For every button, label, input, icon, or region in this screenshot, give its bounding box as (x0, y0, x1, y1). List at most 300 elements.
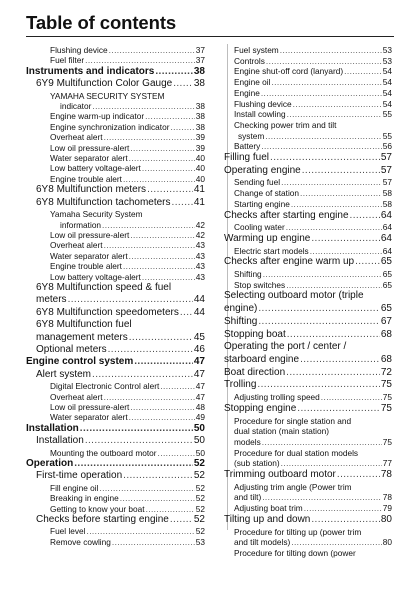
toc-entry-title: Instruments and indicators (26, 65, 155, 77)
toc-entry-title: Checks before starting engine (36, 514, 169, 526)
toc-entry-page: 54 (382, 77, 392, 88)
toc-entry-title: 6Y8 Multifunction fuel (36, 319, 132, 331)
toc-entry-title: Engine shut-off cord (lanyard) (234, 66, 344, 77)
toc-entry-title: Low battery voltage-alert (50, 163, 141, 174)
toc-entry-page: 64 (380, 232, 392, 244)
toc-entry[interactable] (224, 437, 392, 448)
dot-leader (262, 492, 382, 503)
dot-leader (311, 514, 380, 527)
toc-entry-page: 40 (195, 173, 205, 184)
toc-entry[interactable] (26, 369, 205, 381)
toc-entry[interactable] (224, 514, 392, 527)
dot-leader (85, 55, 195, 65)
dot-leader (300, 188, 382, 199)
toc-entry[interactable] (26, 526, 205, 536)
toc-entry[interactable] (224, 165, 392, 178)
dot-leader (302, 165, 380, 178)
toc-entry[interactable] (26, 423, 205, 435)
toc-entry[interactable] (224, 367, 392, 380)
dot-leader (123, 261, 195, 271)
toc-entry[interactable] (26, 435, 205, 447)
dot-leader (130, 402, 194, 412)
toc-entry-title: YAMAHA SECURITY SYSTEM (50, 90, 165, 101)
toc-entry-line[interactable] (224, 416, 392, 427)
toc-entry-title: Starting engine (234, 198, 290, 209)
toc-entry-page: 41 (193, 196, 205, 208)
toc-entry-page: 38 (195, 121, 205, 132)
dot-leader (147, 184, 193, 196)
dot-leader (158, 448, 195, 458)
toc-entry-page: 40 (195, 153, 205, 164)
toc-entry[interactable] (26, 537, 205, 547)
toc-entry[interactable] (26, 220, 205, 230)
dot-leader (146, 504, 195, 514)
toc-entry-page: 38 (195, 101, 205, 112)
toc-entry-page: 52 (193, 470, 205, 482)
toc-entry[interactable] (26, 470, 205, 482)
toc-entry-title: Low oil pressure-alert (50, 229, 130, 240)
toc-entry-title: system (238, 130, 265, 141)
toc-entry[interactable] (26, 45, 205, 55)
toc-entry-line[interactable] (224, 448, 392, 459)
toc-entry-title: Selecting outboard motor (triple (224, 290, 364, 302)
toc-entry[interactable] (26, 514, 205, 526)
toc-entry-page: 43 (195, 261, 205, 272)
toc-entry-title: Trimming outboard motor (224, 469, 336, 481)
dot-leader (123, 470, 193, 482)
toc-entry-page: 53 (195, 536, 205, 547)
toc-entry-page: 37 (195, 45, 205, 55)
toc-entry-page: 52 (195, 493, 205, 504)
toc-entry[interactable] (26, 132, 205, 142)
toc-right-column (224, 45, 392, 559)
toc-entry-title: Getting to know your boat (50, 503, 145, 514)
dot-leader (271, 77, 381, 88)
toc-entry-title: Engine control system (26, 356, 134, 368)
toc-entry[interactable] (26, 78, 205, 90)
toc-entry-page: 38 (193, 78, 205, 90)
dot-leader (311, 233, 380, 246)
toc-entry-page: 52 (195, 526, 205, 537)
toc-entry-line[interactable] (224, 290, 392, 303)
toc-entry-title: indicator (60, 101, 92, 112)
toc-entry-title: Stopping engine (224, 402, 297, 414)
toc-entry-title: Adjusting trim angle (Power trim (234, 481, 352, 492)
toc-entry-title: Shifting (224, 315, 258, 327)
toc-entry[interactable] (224, 303, 392, 316)
toc-entry[interactable] (26, 412, 205, 422)
dot-leader (112, 537, 195, 547)
toc-entry-page: 75 (380, 379, 392, 391)
toc-entry-page: 75 (382, 436, 392, 447)
toc-entry[interactable] (224, 88, 392, 99)
toc-entry[interactable] (224, 66, 392, 77)
toc-entry[interactable] (26, 230, 205, 240)
toc-entry-title: Overheat alert (50, 240, 103, 251)
toc-entry[interactable] (224, 492, 392, 503)
toc-entry-page: 77 (382, 458, 392, 469)
toc-entry-page: 54 (382, 98, 392, 109)
toc-entry-line[interactable] (26, 209, 205, 219)
toc-entry-page: 47 (195, 381, 205, 392)
toc-entry-title: Boat direction (224, 366, 286, 378)
toc-entry[interactable] (26, 448, 205, 458)
toc-entry[interactable] (224, 469, 392, 482)
toc-entry-page: 52 (193, 458, 205, 470)
toc-entry-title: Cooling water (234, 222, 285, 233)
toc-entry-title: Change of station (234, 188, 300, 199)
dot-leader (134, 356, 193, 368)
toc-entry[interactable] (224, 503, 392, 514)
toc-entry-title: Engine trouble alert (50, 173, 122, 184)
toc-entry[interactable] (26, 163, 205, 173)
toc-entry-page: 48 (195, 402, 205, 412)
dot-leader (180, 307, 193, 319)
toc-entry-page: 53 (382, 45, 392, 55)
toc-entry-page: 56 (382, 141, 392, 152)
toc-entry[interactable] (26, 153, 205, 163)
toc-entry[interactable] (26, 307, 205, 319)
toc-entry-title: Adjusting boat trim (234, 503, 303, 514)
dot-leader (355, 256, 380, 269)
dot-leader (92, 101, 194, 111)
toc-entry-title: Procedure for dual station models (234, 447, 359, 458)
dot-leader (261, 88, 382, 99)
toc-entry[interactable] (224, 56, 392, 67)
toc-entry-title: Procedure for single station and (234, 415, 352, 426)
toc-entry-page: 38 (193, 65, 205, 77)
dot-leader (104, 132, 195, 142)
toc-entry-title: Remove cowling (50, 536, 111, 547)
toc-entry[interactable] (26, 483, 205, 493)
dot-leader (172, 197, 193, 209)
toc-entry-title: Operating engine (224, 164, 301, 176)
toc-entry-page: 78 (380, 469, 392, 481)
dot-leader (258, 316, 380, 329)
toc-entry-title: Checking power trim and tilt (234, 119, 337, 130)
dot-leader (142, 163, 195, 173)
toc-entry-title: dual station (main station) (234, 426, 330, 437)
toc-entry-title: Digital Electronic Control alert (50, 381, 160, 392)
toc-entry-title: Flushing device (50, 45, 108, 55)
toc-entry-title: Filling fuel (224, 152, 270, 164)
toc-entry[interactable] (26, 332, 205, 344)
toc-entry-title: Engine trouble alert (50, 261, 122, 272)
toc-entry-title: 6Y8 Multifunction speedometers (36, 306, 179, 318)
title-rule (26, 36, 394, 37)
toc-entry-title: 6Y8 Multifunction speed & fuel (36, 281, 172, 293)
toc-entry-title: Installation (26, 422, 79, 434)
toc-entry-title: Adjusting trolling speed (234, 392, 320, 403)
toc-entry-title: Overheat alert (50, 391, 103, 402)
toc-entry-title: Water separator alert (50, 153, 128, 164)
toc-entry-title: Engine warm-up indicator (50, 111, 145, 122)
toc-entry-title: Sending fuel (234, 177, 281, 188)
toc-entry-title: meters (36, 294, 67, 306)
dot-leader (291, 199, 382, 210)
toc-entry[interactable] (26, 143, 205, 153)
toc-entry-page: 38 (195, 111, 205, 122)
dot-leader (263, 269, 382, 280)
toc-entry-title: Yamaha Security System (50, 209, 143, 220)
toc-entry-title: Fill engine oil (50, 482, 99, 493)
toc-entry-page: 54 (382, 87, 392, 98)
toc-entry[interactable] (224, 188, 392, 199)
toc-entry[interactable] (224, 269, 392, 280)
dot-leader (102, 220, 195, 230)
dot-leader (270, 152, 380, 165)
dot-leader (258, 303, 380, 316)
toc-entry[interactable] (26, 458, 205, 470)
toc-entry-title: Procedure for tilting up (power trim (234, 526, 362, 537)
toc-entry-line[interactable] (224, 548, 392, 559)
toc-entry-title: Installation (36, 435, 84, 447)
toc-entry[interactable] (26, 344, 205, 356)
toc-entry-title: Overheat alert (50, 132, 103, 143)
toc-entry[interactable] (224, 329, 392, 342)
toc-entry-title: Low oil pressure-alert (50, 142, 130, 153)
toc-entry[interactable] (224, 109, 392, 120)
dot-leader (337, 469, 380, 482)
toc-entry-title: Fuel system (234, 45, 279, 55)
toc-entry[interactable] (26, 111, 205, 121)
dot-leader (293, 99, 382, 110)
toc-entry-page: 75 (380, 402, 392, 414)
dot-leader (286, 367, 380, 380)
toc-entry-title: Stopping boat (224, 328, 286, 340)
dot-leader (129, 153, 195, 163)
toc-entry-page: 65 (380, 303, 392, 315)
toc-entry[interactable] (224, 256, 392, 269)
dot-leader (287, 329, 380, 342)
toc-entry[interactable] (26, 197, 205, 209)
dot-leader (350, 210, 380, 223)
toc-entry-title: engine) (224, 303, 258, 315)
toc-entry[interactable] (224, 354, 392, 367)
toc-entry-page: 80 (382, 537, 392, 548)
toc-entry[interactable] (26, 251, 205, 261)
dot-leader (286, 222, 382, 233)
toc-entry-page: 68 (380, 328, 392, 340)
toc-entry[interactable] (224, 537, 392, 548)
toc-entry-page: 52 (193, 514, 205, 526)
toc-entry-page: 72 (380, 366, 392, 378)
toc-entry-title: Trolling (224, 379, 257, 391)
toc-entry-page: 64 (382, 222, 392, 233)
toc-entry-line[interactable] (224, 120, 392, 131)
toc-entry-line[interactable] (224, 341, 392, 354)
dot-leader (130, 230, 194, 240)
toc-entry-title: Fuel filter (50, 55, 85, 66)
dot-leader (287, 109, 382, 120)
dot-leader (109, 45, 195, 55)
toc-entry-title: information (60, 219, 102, 230)
toc-entry[interactable] (224, 177, 392, 188)
toc-entry[interactable] (26, 272, 205, 282)
toc-entry-page: 50 (193, 422, 205, 434)
dot-leader (304, 503, 382, 514)
toc-entry-title: (sub station) (234, 458, 280, 469)
dot-leader (155, 66, 193, 78)
dot-leader (344, 66, 382, 77)
toc-entry-title: Checks after engine warm up (224, 256, 355, 268)
toc-entry[interactable] (26, 174, 205, 184)
toc-entry-page: 65 (382, 279, 392, 290)
toc-entry-title: Operating the port / center / (224, 341, 347, 353)
toc-entry-line[interactable] (26, 91, 205, 101)
toc-entry-page: 58 (382, 188, 392, 199)
dot-leader (68, 294, 193, 306)
dot-leader (297, 403, 380, 416)
toc-entry[interactable] (26, 261, 205, 271)
toc-entry[interactable] (26, 493, 205, 503)
toc-entry-page: 45 (193, 331, 205, 343)
toc-entry-page: 47 (195, 391, 205, 402)
dot-leader (104, 392, 195, 402)
toc-entry[interactable] (224, 233, 392, 246)
toc-entry-title: Operation (26, 458, 74, 470)
toc-entry[interactable] (224, 77, 392, 88)
toc-entry[interactable] (224, 152, 392, 165)
dot-leader (280, 45, 382, 56)
toc-entry-title: Procedure for tilting down (power (234, 547, 356, 558)
toc-entry-page: 64 (380, 209, 392, 221)
toc-entry[interactable] (26, 356, 205, 368)
toc-entry-page: 54 (382, 66, 392, 77)
toc-entry-line[interactable] (224, 527, 392, 538)
toc-entry-page: 67 (380, 315, 392, 327)
toc-entry-title: Engine synchronization indicator (50, 121, 170, 132)
toc-entry[interactable] (224, 246, 392, 257)
toc-entry[interactable] (224, 222, 392, 233)
toc-entry-page: 57 (380, 152, 392, 164)
dot-leader (291, 537, 382, 548)
toc-entry[interactable] (224, 280, 392, 291)
dot-leader (262, 437, 382, 448)
dot-leader (281, 177, 382, 188)
toc-entry-page: 57 (380, 164, 392, 176)
toc-entry-page: 43 (195, 271, 205, 282)
toc-entry-page: 52 (195, 482, 205, 493)
toc-entry[interactable] (224, 379, 392, 392)
toc-entry[interactable] (26, 184, 205, 196)
toc-entry[interactable] (224, 210, 392, 223)
toc-entry[interactable] (26, 122, 205, 132)
toc-entry-title: Battery (234, 141, 261, 152)
toc-entry-page: 52 (195, 503, 205, 514)
toc-entry-title: Water separator alert (50, 412, 128, 423)
dot-leader (310, 246, 382, 257)
toc-entry-page: 47 (193, 368, 205, 380)
toc-entry[interactable] (224, 99, 392, 110)
toc-entry-title: 6Y8 Multifunction tachometers (36, 196, 171, 208)
toc-entry-page: 41 (193, 184, 205, 196)
toc-entry-title: Low oil pressure-alert (50, 402, 130, 412)
toc-entry-title: Stop switches (234, 279, 286, 290)
dot-leader (160, 381, 194, 391)
toc-entry[interactable] (26, 55, 205, 65)
toc-entry-page: 64 (382, 245, 392, 256)
toc-entry[interactable] (26, 66, 205, 78)
toc-entry-title: management meters (36, 331, 128, 343)
toc-entry[interactable] (26, 392, 205, 402)
dot-leader (265, 131, 381, 142)
toc-entry-line[interactable] (26, 319, 205, 331)
toc-entry-page: 79 (382, 503, 392, 514)
toc-entry[interactable] (26, 101, 205, 111)
toc-entry-title: Engine (234, 87, 260, 98)
toc-entry[interactable] (26, 504, 205, 514)
toc-entry-line[interactable] (224, 426, 392, 437)
toc-entry[interactable] (26, 402, 205, 412)
toc-entry[interactable] (224, 403, 392, 416)
toc-entry-title: Warming up engine (224, 232, 311, 244)
dot-leader (87, 526, 195, 536)
dot-leader (104, 240, 195, 250)
toc-entry-title: Electric start models (234, 245, 309, 256)
dot-leader (92, 369, 193, 381)
toc-entry[interactable] (224, 141, 392, 152)
toc-entry-title: models (234, 436, 261, 447)
toc-entry-title: 6Y9 Multifunction Color Gauge (36, 78, 173, 90)
toc-entry[interactable] (26, 381, 205, 391)
toc-entry-title: Controls (234, 55, 265, 66)
toc-entry[interactable] (224, 131, 392, 142)
toc-entry[interactable] (224, 392, 392, 403)
dot-leader (170, 122, 194, 132)
dot-leader (129, 412, 195, 422)
toc-entry-title: Optional meters (36, 343, 107, 355)
toc-entry-page: 50 (193, 435, 205, 447)
toc-entry-line[interactable] (224, 482, 392, 493)
toc-entry-title: Engine oil (234, 77, 271, 88)
toc-entry-title: Breaking in engine (50, 493, 119, 504)
dot-leader (321, 392, 382, 403)
toc-entry[interactable] (224, 316, 392, 329)
toc-entry-title: Install cowling (234, 109, 286, 120)
toc-entry[interactable] (224, 45, 392, 56)
toc-entry[interactable] (26, 294, 205, 306)
toc-entry-page: 43 (195, 240, 205, 251)
toc-entry-title: Low battery voltage-alert (50, 271, 141, 282)
toc-entry-line[interactable] (26, 282, 205, 294)
toc-entry-page: 78 (382, 492, 392, 503)
toc-entry-page: 44 (193, 294, 205, 306)
toc-entry-title: Water separator alert (50, 250, 128, 261)
toc-entry-page: 39 (195, 142, 205, 153)
toc-entry-page: 55 (382, 130, 392, 141)
toc-entry-page: 75 (382, 392, 392, 403)
toc-entry-title: Checks after starting engine (224, 209, 349, 221)
toc-entry[interactable] (224, 199, 392, 210)
dot-leader (261, 141, 381, 152)
toc-entry[interactable] (26, 240, 205, 250)
dot-leader (108, 344, 193, 356)
toc-entry-title: First-time operation (36, 470, 123, 482)
dot-leader (129, 332, 193, 344)
toc-left-column (26, 45, 205, 547)
toc-entry[interactable] (224, 458, 392, 469)
toc-entry-title: and tilt) (234, 492, 262, 503)
toc-entry-page: 42 (195, 229, 205, 240)
dot-leader (120, 493, 195, 503)
toc-entry-page: 68 (380, 353, 392, 365)
toc-entry-title: starboard engine (224, 353, 300, 365)
toc-entry-page: 40 (195, 163, 205, 174)
toc-entry-page: 44 (193, 306, 205, 318)
toc-entry-page: 49 (195, 412, 205, 423)
dot-leader (286, 280, 382, 291)
